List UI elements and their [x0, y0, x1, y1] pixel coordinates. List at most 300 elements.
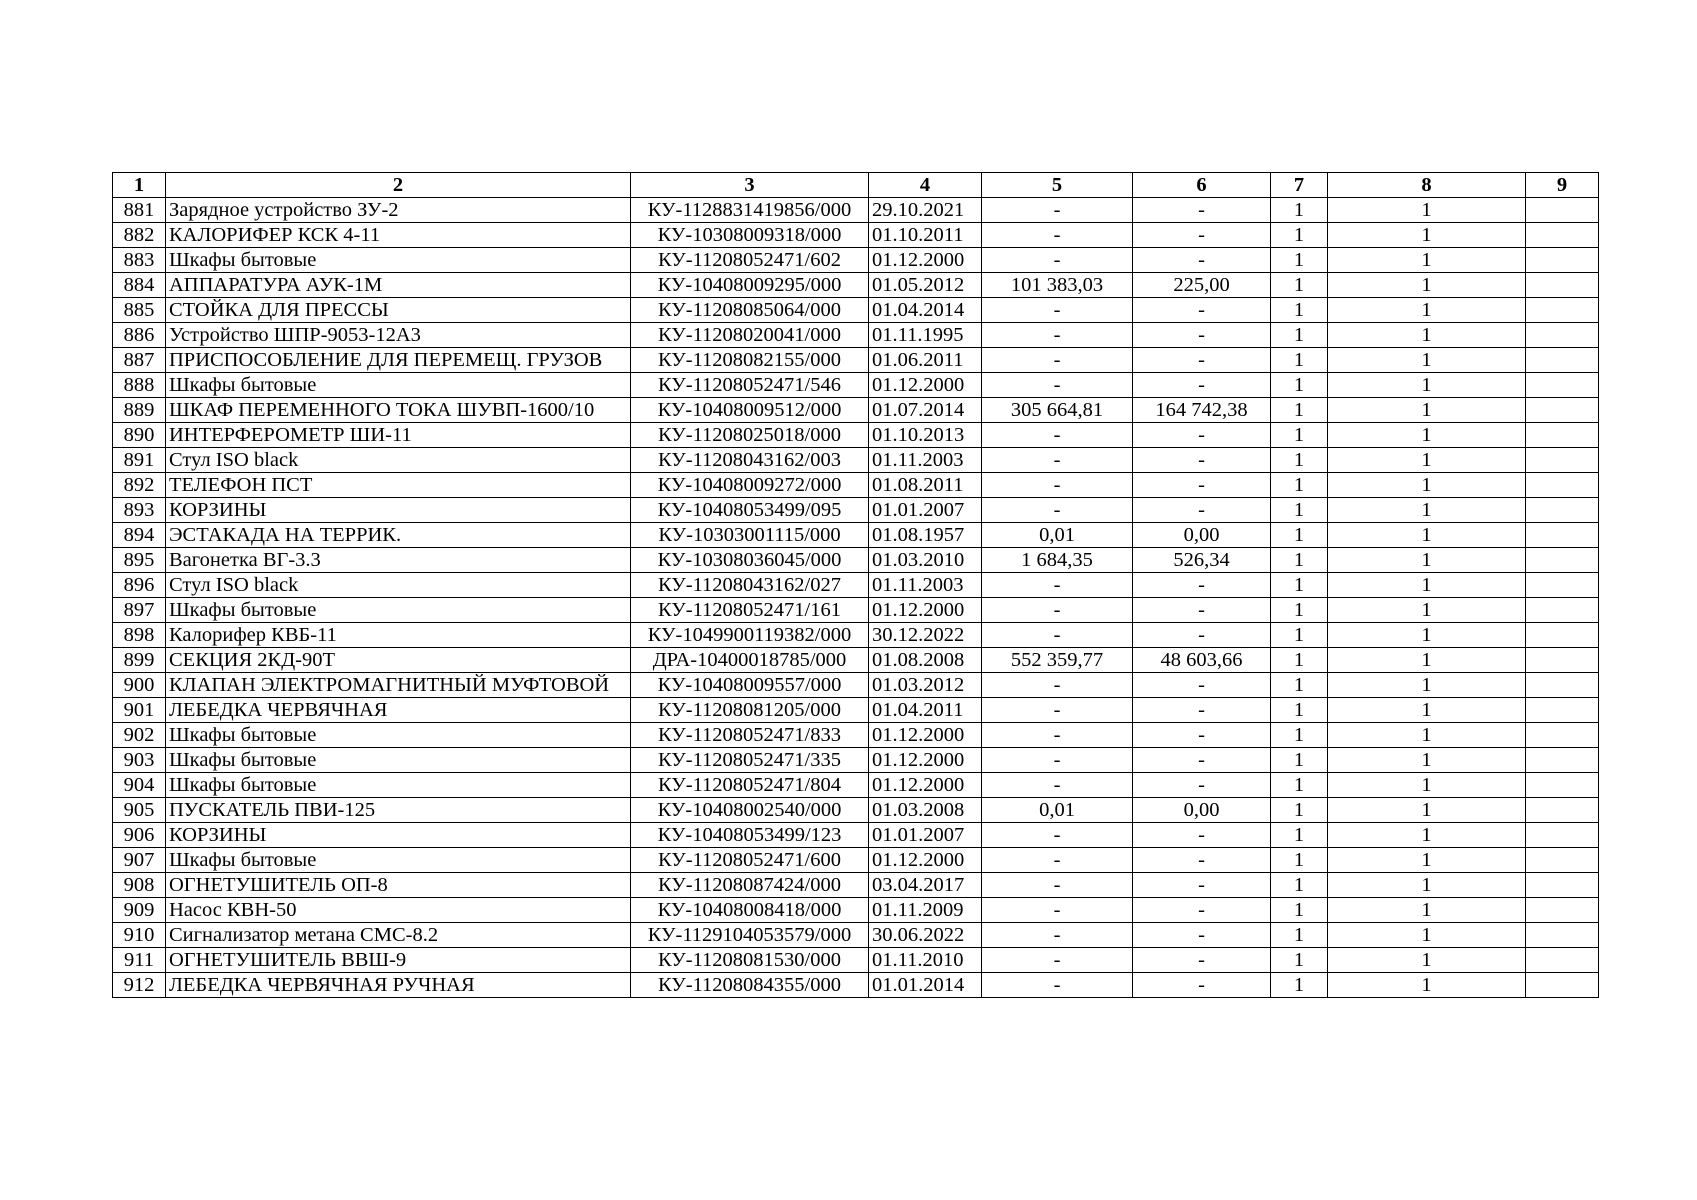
note-col-9-cell: [1526, 448, 1599, 473]
value-col-6-cell: -: [1133, 348, 1271, 373]
value-col-5-cell: 101 383,03: [982, 273, 1133, 298]
qty-col-7-cell: 1: [1271, 423, 1328, 448]
inventory-code-cell: КУ-11208025018/000: [631, 423, 869, 448]
inventory-code-cell: КУ-11208052471/804: [631, 773, 869, 798]
value-col-6-cell: -: [1133, 873, 1271, 898]
value-col-5-cell: -: [982, 248, 1133, 273]
date-cell: 01.06.2011: [869, 348, 982, 373]
date-cell: 01.08.2011: [869, 473, 982, 498]
value-col-5-cell: -: [982, 673, 1133, 698]
qty-col-8-cell: 1: [1328, 223, 1526, 248]
qty-col-7-cell: 1: [1271, 848, 1328, 873]
table-row: [113, 423, 1599, 448]
item-name-cell: Насос КВН-50: [166, 898, 631, 923]
qty-col-8-cell: 1: [1328, 748, 1526, 773]
qty-col-7-cell: 1: [1271, 948, 1328, 973]
row-number-cell: 884: [113, 273, 166, 298]
table-row: [113, 573, 1599, 598]
inventory-code-cell: КУ-10408009295/000: [631, 273, 869, 298]
value-col-5-cell: 1 684,35: [982, 548, 1133, 573]
table-row: [113, 848, 1599, 873]
value-col-6-cell: 225,00: [1133, 273, 1271, 298]
date-cell: 01.01.2014: [869, 973, 982, 998]
item-name-cell: ИНТЕРФЕРОМЕТР ШИ-11: [166, 423, 631, 448]
value-col-5-cell: -: [982, 923, 1133, 948]
table-row: [113, 648, 1599, 673]
inventory-code-cell: КУ-11208082155/000: [631, 348, 869, 373]
inventory-code-cell: КУ-10308036045/000: [631, 548, 869, 573]
table-row: [113, 898, 1599, 923]
item-name-cell: Зарядное устройство ЗУ-2: [166, 198, 631, 223]
date-cell: 01.03.2012: [869, 673, 982, 698]
item-name-cell: Шкафы бытовые: [166, 373, 631, 398]
date-cell: 01.11.2010: [869, 948, 982, 973]
value-col-6-cell: 48 603,66: [1133, 648, 1271, 673]
row-number-cell: 886: [113, 323, 166, 348]
note-col-9-cell: [1526, 723, 1599, 748]
qty-col-8-cell: 1: [1328, 398, 1526, 423]
value-col-5-cell: -: [982, 348, 1133, 373]
note-col-9-cell: [1526, 623, 1599, 648]
item-name-cell: СЕКЦИЯ 2КД-90Т: [166, 648, 631, 673]
item-name-cell: КАЛОРИФЕР КСК 4-11: [166, 223, 631, 248]
inventory-code-cell: КУ-10408009557/000: [631, 673, 869, 698]
date-cell: 01.11.1995: [869, 323, 982, 348]
table-row: [113, 673, 1599, 698]
table-body: [113, 198, 1599, 998]
item-name-cell: КОРЗИНЫ: [166, 823, 631, 848]
value-col-5-cell: -: [982, 848, 1133, 873]
item-name-cell: Шкафы бытовые: [166, 773, 631, 798]
row-number-cell: 898: [113, 623, 166, 648]
date-cell: 01.11.2003: [869, 448, 982, 473]
date-cell: 30.06.2022: [869, 923, 982, 948]
row-number-cell: 894: [113, 523, 166, 548]
value-col-5-cell: -: [982, 723, 1133, 748]
table-row: [113, 348, 1599, 373]
inventory-code-cell: КУ-10408053499/095: [631, 498, 869, 523]
value-col-5-cell: -: [982, 498, 1133, 523]
item-name-cell: Устройство ШПР-9053-12А3: [166, 323, 631, 348]
value-col-6-cell: -: [1133, 573, 1271, 598]
value-col-5-cell: -: [982, 823, 1133, 848]
row-number-cell: 902: [113, 723, 166, 748]
qty-col-8-cell: 1: [1328, 323, 1526, 348]
value-col-5-cell: -: [982, 223, 1133, 248]
value-col-6-cell: -: [1133, 598, 1271, 623]
value-col-5-cell: 0,01: [982, 523, 1133, 548]
qty-col-7-cell: 1: [1271, 298, 1328, 323]
note-col-9-cell: [1526, 748, 1599, 773]
qty-col-7-cell: 1: [1271, 573, 1328, 598]
note-col-9-cell: [1526, 848, 1599, 873]
qty-col-8-cell: 1: [1328, 698, 1526, 723]
date-cell: 01.11.2009: [869, 898, 982, 923]
qty-col-8-cell: 1: [1328, 973, 1526, 998]
date-cell: 01.04.2011: [869, 698, 982, 723]
qty-col-8-cell: 1: [1328, 773, 1526, 798]
value-col-6-cell: -: [1133, 773, 1271, 798]
note-col-9-cell: [1526, 198, 1599, 223]
table-header-row: [113, 173, 1599, 198]
value-col-5-cell: -: [982, 698, 1133, 723]
value-col-5-cell: -: [982, 873, 1133, 898]
row-number-cell: 892: [113, 473, 166, 498]
row-number-cell: 912: [113, 973, 166, 998]
note-col-9-cell: [1526, 473, 1599, 498]
value-col-5-cell: -: [982, 473, 1133, 498]
row-number-cell: 907: [113, 848, 166, 873]
note-col-9-cell: [1526, 348, 1599, 373]
value-col-6-cell: -: [1133, 698, 1271, 723]
inventory-code-cell: ДРА-10400018785/000: [631, 648, 869, 673]
item-name-cell: СТОЙКА ДЛЯ ПРЕССЫ: [166, 298, 631, 323]
row-number-cell: 901: [113, 698, 166, 723]
row-number-cell: 888: [113, 373, 166, 398]
inventory-code-cell: КУ-11208043162/027: [631, 573, 869, 598]
qty-col-8-cell: 1: [1328, 673, 1526, 698]
inventory-code-cell: КУ-1128831419856/000: [631, 198, 869, 223]
date-cell: 30.12.2022: [869, 623, 982, 648]
inventory-code-cell: КУ-10408002540/000: [631, 798, 869, 823]
value-col-6-cell: 164 742,38: [1133, 398, 1271, 423]
note-col-9-cell: [1526, 798, 1599, 823]
qty-col-7-cell: 1: [1271, 648, 1328, 673]
qty-col-8-cell: 1: [1328, 548, 1526, 573]
qty-col-8-cell: 1: [1328, 423, 1526, 448]
qty-col-7-cell: 1: [1271, 698, 1328, 723]
note-col-9-cell: [1526, 498, 1599, 523]
inventory-code-cell: КУ-11208052471/335: [631, 748, 869, 773]
value-col-5-cell: -: [982, 773, 1133, 798]
qty-col-8-cell: 1: [1328, 198, 1526, 223]
item-name-cell: ЭСТАКАДА НА ТЕРРИК.: [166, 523, 631, 548]
note-col-9-cell: [1526, 523, 1599, 548]
item-name-cell: Шкафы бытовые: [166, 848, 631, 873]
note-col-9-cell: [1526, 223, 1599, 248]
value-col-5-cell: -: [982, 748, 1133, 773]
value-col-5-cell: -: [982, 948, 1133, 973]
row-number-cell: 906: [113, 823, 166, 848]
date-cell: 01.12.2000: [869, 373, 982, 398]
qty-col-7-cell: 1: [1271, 923, 1328, 948]
note-col-9-cell: [1526, 698, 1599, 723]
inventory-code-cell: КУ-10408009272/000: [631, 473, 869, 498]
value-col-6-cell: 526,34: [1133, 548, 1271, 573]
column-header-7: 7: [1271, 173, 1328, 198]
item-name-cell: КЛАПАН ЭЛЕКТРОМАГНИТНЫЙ МУФТОВОЙ: [166, 673, 631, 698]
qty-col-7-cell: 1: [1271, 273, 1328, 298]
qty-col-8-cell: 1: [1328, 723, 1526, 748]
qty-col-8-cell: 1: [1328, 523, 1526, 548]
value-col-6-cell: -: [1133, 473, 1271, 498]
value-col-6-cell: -: [1133, 923, 1271, 948]
value-col-6-cell: -: [1133, 673, 1271, 698]
qty-col-7-cell: 1: [1271, 898, 1328, 923]
item-name-cell: КОРЗИНЫ: [166, 498, 631, 523]
table-row: [113, 698, 1599, 723]
table-row: [113, 823, 1599, 848]
row-number-cell: 889: [113, 398, 166, 423]
date-cell: 01.12.2000: [869, 748, 982, 773]
table-row: [113, 373, 1599, 398]
row-number-cell: 909: [113, 898, 166, 923]
item-name-cell: Шкафы бытовые: [166, 598, 631, 623]
note-col-9-cell: [1526, 898, 1599, 923]
qty-col-8-cell: 1: [1328, 498, 1526, 523]
date-cell: 01.03.2010: [869, 548, 982, 573]
inventory-code-cell: КУ-11208052471/161: [631, 598, 869, 623]
inventory-code-cell: КУ-10408008418/000: [631, 898, 869, 923]
row-number-cell: 890: [113, 423, 166, 448]
date-cell: 01.04.2014: [869, 298, 982, 323]
inventory-code-cell: КУ-10408053499/123: [631, 823, 869, 848]
qty-col-8-cell: 1: [1328, 648, 1526, 673]
table-row: [113, 498, 1599, 523]
note-col-9-cell: [1526, 248, 1599, 273]
qty-col-8-cell: 1: [1328, 298, 1526, 323]
qty-col-7-cell: 1: [1271, 198, 1328, 223]
item-name-cell: ТЕЛЕФОН ПСТ: [166, 473, 631, 498]
qty-col-7-cell: 1: [1271, 323, 1328, 348]
column-header-5: 5: [982, 173, 1133, 198]
inventory-code-cell: КУ-11208085064/000: [631, 298, 869, 323]
table-row: [113, 923, 1599, 948]
table-row: [113, 298, 1599, 323]
table-row: [113, 398, 1599, 423]
qty-col-8-cell: 1: [1328, 898, 1526, 923]
qty-col-8-cell: 1: [1328, 273, 1526, 298]
date-cell: 01.12.2000: [869, 773, 982, 798]
item-name-cell: ЛЕБЕДКА ЧЕРВЯЧНАЯ: [166, 698, 631, 723]
date-cell: 01.12.2000: [869, 723, 982, 748]
value-col-5-cell: 0,01: [982, 798, 1133, 823]
value-col-5-cell: 552 359,77: [982, 648, 1133, 673]
date-cell: 01.08.2008: [869, 648, 982, 673]
value-col-6-cell: -: [1133, 373, 1271, 398]
value-col-5-cell: -: [982, 573, 1133, 598]
inventory-code-cell: КУ-11208020041/000: [631, 323, 869, 348]
row-number-cell: 903: [113, 748, 166, 773]
table-row: [113, 523, 1599, 548]
value-col-6-cell: -: [1133, 948, 1271, 973]
table-row: [113, 248, 1599, 273]
value-col-5-cell: -: [982, 298, 1133, 323]
qty-col-8-cell: 1: [1328, 823, 1526, 848]
item-name-cell: ПУСКАТЕЛЬ ПВИ-125: [166, 798, 631, 823]
row-number-cell: 904: [113, 773, 166, 798]
value-col-6-cell: -: [1133, 973, 1271, 998]
date-cell: 01.07.2014: [869, 398, 982, 423]
column-header-8: 8: [1328, 173, 1526, 198]
note-col-9-cell: [1526, 673, 1599, 698]
table-row: [113, 623, 1599, 648]
value-col-6-cell: -: [1133, 848, 1271, 873]
item-name-cell: АППАРАТУРА АУК-1М: [166, 273, 631, 298]
date-cell: 01.08.1957: [869, 523, 982, 548]
note-col-9-cell: [1526, 373, 1599, 398]
row-number-cell: 881: [113, 198, 166, 223]
value-col-5-cell: -: [982, 198, 1133, 223]
value-col-6-cell: -: [1133, 198, 1271, 223]
inventory-code-cell: КУ-10303001115/000: [631, 523, 869, 548]
table-row: [113, 748, 1599, 773]
note-col-9-cell: [1526, 598, 1599, 623]
value-col-5-cell: -: [982, 898, 1133, 923]
note-col-9-cell: [1526, 948, 1599, 973]
note-col-9-cell: [1526, 423, 1599, 448]
inventory-table: [112, 172, 1599, 998]
qty-col-7-cell: 1: [1271, 973, 1328, 998]
inventory-code-cell: КУ-11208052471/546: [631, 373, 869, 398]
table-row: [113, 948, 1599, 973]
column-header-6: 6: [1133, 173, 1271, 198]
value-col-6-cell: -: [1133, 748, 1271, 773]
row-number-cell: 900: [113, 673, 166, 698]
table-row: [113, 973, 1599, 998]
qty-col-8-cell: 1: [1328, 948, 1526, 973]
value-col-5-cell: -: [982, 448, 1133, 473]
item-name-cell: ПРИСПОСОБЛЕНИЕ ДЛЯ ПЕРЕМЕЩ. ГРУЗОВ: [166, 348, 631, 373]
note-col-9-cell: [1526, 573, 1599, 598]
inventory-code-cell: КУ-11208043162/003: [631, 448, 869, 473]
qty-col-7-cell: 1: [1271, 548, 1328, 573]
row-number-cell: 905: [113, 798, 166, 823]
date-cell: 01.01.2007: [869, 498, 982, 523]
inventory-code-cell: КУ-11208081530/000: [631, 948, 869, 973]
note-col-9-cell: [1526, 873, 1599, 898]
date-cell: 01.11.2003: [869, 573, 982, 598]
qty-col-7-cell: 1: [1271, 223, 1328, 248]
item-name-cell: Стул ISO black: [166, 573, 631, 598]
inventory-code-cell: КУ-1129104053579/000: [631, 923, 869, 948]
value-col-5-cell: -: [982, 423, 1133, 448]
qty-col-7-cell: 1: [1271, 723, 1328, 748]
table-row: [113, 273, 1599, 298]
column-header-9: 9: [1526, 173, 1599, 198]
row-number-cell: 883: [113, 248, 166, 273]
note-col-9-cell: [1526, 923, 1599, 948]
column-header-1: 1: [113, 173, 166, 198]
column-header-3: 3: [631, 173, 869, 198]
note-col-9-cell: [1526, 823, 1599, 848]
qty-col-7-cell: 1: [1271, 823, 1328, 848]
value-col-6-cell: -: [1133, 498, 1271, 523]
item-name-cell: ОГНЕТУШИТЕЛЬ ВВШ-9: [166, 948, 631, 973]
row-number-cell: 896: [113, 573, 166, 598]
value-col-5-cell: -: [982, 623, 1133, 648]
inventory-code-cell: КУ-11208084355/000: [631, 973, 869, 998]
qty-col-7-cell: 1: [1271, 248, 1328, 273]
qty-col-7-cell: 1: [1271, 448, 1328, 473]
row-number-cell: 908: [113, 873, 166, 898]
date-cell: 29.10.2021: [869, 198, 982, 223]
inventory-code-cell: КУ-11208052471/602: [631, 248, 869, 273]
table-row: [113, 323, 1599, 348]
value-col-5-cell: -: [982, 973, 1133, 998]
item-name-cell: ОГНЕТУШИТЕЛЬ ОП-8: [166, 873, 631, 898]
qty-col-7-cell: 1: [1271, 773, 1328, 798]
row-number-cell: 893: [113, 498, 166, 523]
item-name-cell: Шкафы бытовые: [166, 748, 631, 773]
date-cell: 01.10.2013: [869, 423, 982, 448]
value-col-6-cell: -: [1133, 223, 1271, 248]
qty-col-7-cell: 1: [1271, 373, 1328, 398]
row-number-cell: 891: [113, 448, 166, 473]
qty-col-8-cell: 1: [1328, 448, 1526, 473]
value-col-5-cell: -: [982, 323, 1133, 348]
value-col-5-cell: 305 664,81: [982, 398, 1133, 423]
qty-col-8-cell: 1: [1328, 798, 1526, 823]
row-number-cell: 887: [113, 348, 166, 373]
value-col-6-cell: 0,00: [1133, 523, 1271, 548]
qty-col-8-cell: 1: [1328, 348, 1526, 373]
row-number-cell: 885: [113, 298, 166, 323]
value-col-6-cell: -: [1133, 898, 1271, 923]
value-col-5-cell: -: [982, 373, 1133, 398]
date-cell: 03.04.2017: [869, 873, 982, 898]
column-header-4: 4: [869, 173, 982, 198]
item-name-cell: Стул ISO black: [166, 448, 631, 473]
table-row: [113, 598, 1599, 623]
qty-col-7-cell: 1: [1271, 873, 1328, 898]
qty-col-7-cell: 1: [1271, 523, 1328, 548]
qty-col-7-cell: 1: [1271, 498, 1328, 523]
date-cell: 01.10.2011: [869, 223, 982, 248]
row-number-cell: 897: [113, 598, 166, 623]
table-row: [113, 448, 1599, 473]
qty-col-7-cell: 1: [1271, 798, 1328, 823]
qty-col-8-cell: 1: [1328, 473, 1526, 498]
qty-col-8-cell: 1: [1328, 873, 1526, 898]
item-name-cell: Шкафы бытовые: [166, 723, 631, 748]
value-col-6-cell: 0,00: [1133, 798, 1271, 823]
table-row: [113, 798, 1599, 823]
value-col-5-cell: -: [982, 598, 1133, 623]
note-col-9-cell: [1526, 773, 1599, 798]
qty-col-8-cell: 1: [1328, 848, 1526, 873]
qty-col-7-cell: 1: [1271, 473, 1328, 498]
qty-col-8-cell: 1: [1328, 248, 1526, 273]
qty-col-8-cell: 1: [1328, 598, 1526, 623]
item-name-cell: Шкафы бытовые: [166, 248, 631, 273]
qty-col-7-cell: 1: [1271, 398, 1328, 423]
value-col-6-cell: -: [1133, 323, 1271, 348]
table-row: [113, 223, 1599, 248]
inventory-code-cell: КУ-11208052471/833: [631, 723, 869, 748]
note-col-9-cell: [1526, 298, 1599, 323]
date-cell: 01.12.2000: [869, 848, 982, 873]
date-cell: 01.05.2012: [869, 273, 982, 298]
row-number-cell: 895: [113, 548, 166, 573]
qty-col-7-cell: 1: [1271, 748, 1328, 773]
qty-col-7-cell: 1: [1271, 348, 1328, 373]
qty-col-8-cell: 1: [1328, 923, 1526, 948]
date-cell: 01.03.2008: [869, 798, 982, 823]
note-col-9-cell: [1526, 548, 1599, 573]
row-number-cell: 911: [113, 948, 166, 973]
item-name-cell: ЛЕБЕДКА ЧЕРВЯЧНАЯ РУЧНАЯ: [166, 973, 631, 998]
qty-col-8-cell: 1: [1328, 573, 1526, 598]
value-col-6-cell: -: [1133, 298, 1271, 323]
note-col-9-cell: [1526, 273, 1599, 298]
qty-col-7-cell: 1: [1271, 623, 1328, 648]
table-row: [113, 873, 1599, 898]
item-name-cell: Вагонетка ВГ-3.3: [166, 548, 631, 573]
date-cell: 01.12.2000: [869, 598, 982, 623]
note-col-9-cell: [1526, 398, 1599, 423]
table-row: [113, 723, 1599, 748]
